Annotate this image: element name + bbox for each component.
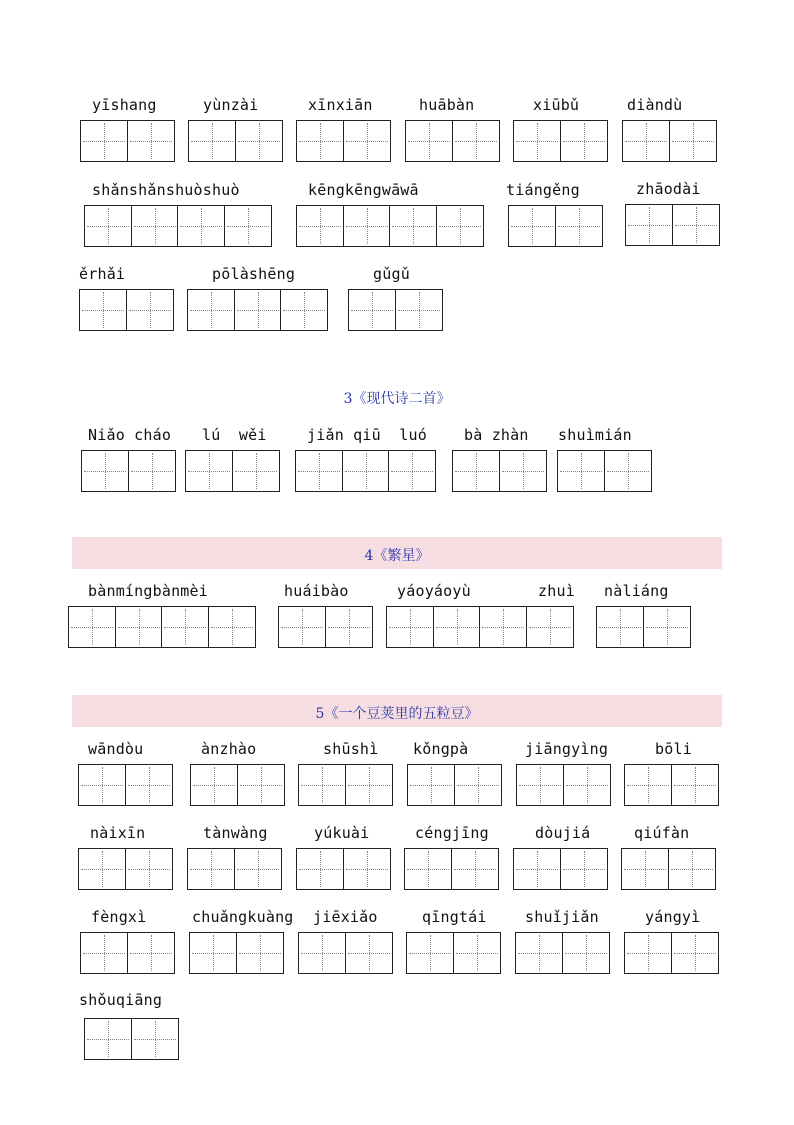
writing-boxes[interactable] (185, 450, 278, 492)
pinyin-label: qiúfàn (634, 824, 690, 842)
pinyin-label: wāndòu (88, 740, 144, 758)
pinyin-label: ànzhào (201, 740, 257, 758)
pinyin-label: jiāngyìng (525, 740, 609, 758)
writing-boxes[interactable] (190, 764, 283, 806)
writing-boxes[interactable] (296, 848, 389, 890)
writing-boxes[interactable] (622, 120, 715, 162)
writing-boxes[interactable] (78, 848, 171, 890)
pinyin-label: nàliáng (604, 582, 669, 600)
pinyin-label: ěrhǎi (79, 265, 126, 283)
pinyin-label: xīnxiān (308, 96, 373, 114)
writing-boxes[interactable] (452, 450, 545, 492)
writing-boxes[interactable] (187, 848, 280, 890)
writing-boxes[interactable] (84, 205, 270, 247)
pinyin-label: shuǐjiǎn (525, 908, 599, 926)
writing-boxes[interactable] (625, 204, 718, 246)
writing-boxes[interactable] (513, 848, 606, 890)
writing-boxes[interactable] (386, 606, 572, 648)
pinyin-label: diàndù (627, 96, 683, 114)
pinyin-label: shūshì (323, 740, 379, 758)
writing-boxes[interactable] (80, 932, 173, 974)
writing-boxes[interactable] (516, 764, 609, 806)
writing-boxes[interactable] (407, 764, 500, 806)
pinyin-label: jiǎn qiū luó (307, 426, 427, 444)
writing-boxes[interactable] (513, 120, 606, 162)
pinyin-label: zhuì (538, 582, 575, 600)
pinyin-label: xiūbǔ (533, 96, 580, 114)
section-heading-5: 5《一个豆荚里的五粒豆》 (315, 706, 479, 722)
pinyin-label: gǔgǔ (373, 265, 410, 283)
writing-boxes[interactable] (404, 848, 497, 890)
pinyin-label: dòujiá (535, 824, 591, 842)
writing-boxes[interactable] (406, 932, 499, 974)
pinyin-label: kǒngpà (413, 740, 469, 758)
pinyin-label: yúkuài (314, 824, 370, 842)
pinyin-label: lú wěi (202, 426, 267, 444)
pinyin-label: yīshang (92, 96, 157, 114)
pinyin-label: zhāodài (636, 180, 701, 198)
pinyin-label: yáoyáoyù (397, 582, 471, 600)
writing-boxes[interactable] (80, 120, 173, 162)
writing-boxes[interactable] (624, 764, 717, 806)
section-heading-4: 4《繁星》 (364, 548, 430, 564)
writing-boxes[interactable] (508, 205, 601, 247)
writing-boxes[interactable] (189, 932, 282, 974)
writing-boxes[interactable] (295, 450, 435, 492)
pinyin-label: bōli (655, 740, 692, 758)
writing-boxes[interactable] (187, 289, 327, 331)
writing-boxes[interactable] (624, 932, 717, 974)
writing-boxes[interactable] (278, 606, 371, 648)
pinyin-label: huáibào (284, 582, 349, 600)
pinyin-label: bànmíngbànmèi (88, 582, 208, 600)
writing-boxes[interactable] (515, 932, 608, 974)
pinyin-label: céngjīng (415, 824, 489, 842)
pinyin-label: yángyì (645, 908, 701, 926)
writing-boxes[interactable] (79, 289, 172, 331)
writing-boxes[interactable] (68, 606, 254, 648)
pinyin-label: yùnzài (203, 96, 259, 114)
writing-boxes[interactable] (296, 205, 482, 247)
writing-boxes[interactable] (296, 120, 389, 162)
writing-boxes[interactable] (81, 450, 174, 492)
pinyin-label: nàixīn (90, 824, 146, 842)
pinyin-label: qīngtái (422, 908, 487, 926)
pinyin-label: chuǎngkuàng (192, 908, 294, 926)
writing-boxes[interactable] (298, 932, 391, 974)
pinyin-label: bà zhàn (464, 426, 529, 444)
pinyin-label: kēngkēngwāwā (308, 181, 419, 199)
writing-boxes[interactable] (348, 289, 441, 331)
pinyin-label: shǒuqiāng (79, 991, 163, 1009)
writing-boxes[interactable] (596, 606, 689, 648)
writing-boxes[interactable] (78, 764, 171, 806)
pinyin-label: fèngxì (91, 908, 147, 926)
pinyin-label: pōlàshēng (212, 265, 296, 283)
pinyin-label: shǎnshǎnshuòshuò (92, 181, 240, 199)
pinyin-label: Niǎo cháo (88, 426, 172, 444)
writing-boxes[interactable] (188, 120, 281, 162)
writing-boxes[interactable] (298, 764, 391, 806)
writing-boxes[interactable] (405, 120, 498, 162)
pinyin-label: shuìmián (558, 426, 632, 444)
writing-boxes[interactable] (557, 450, 650, 492)
writing-boxes[interactable] (84, 1018, 177, 1060)
pinyin-label: tiángěng (506, 181, 580, 199)
pinyin-label: huābàn (419, 96, 475, 114)
pinyin-label: jiēxiǎo (313, 908, 378, 926)
writing-boxes[interactable] (621, 848, 714, 890)
section-heading-3: 3《现代诗二首》 (343, 391, 451, 407)
pinyin-label: tànwàng (203, 824, 268, 842)
